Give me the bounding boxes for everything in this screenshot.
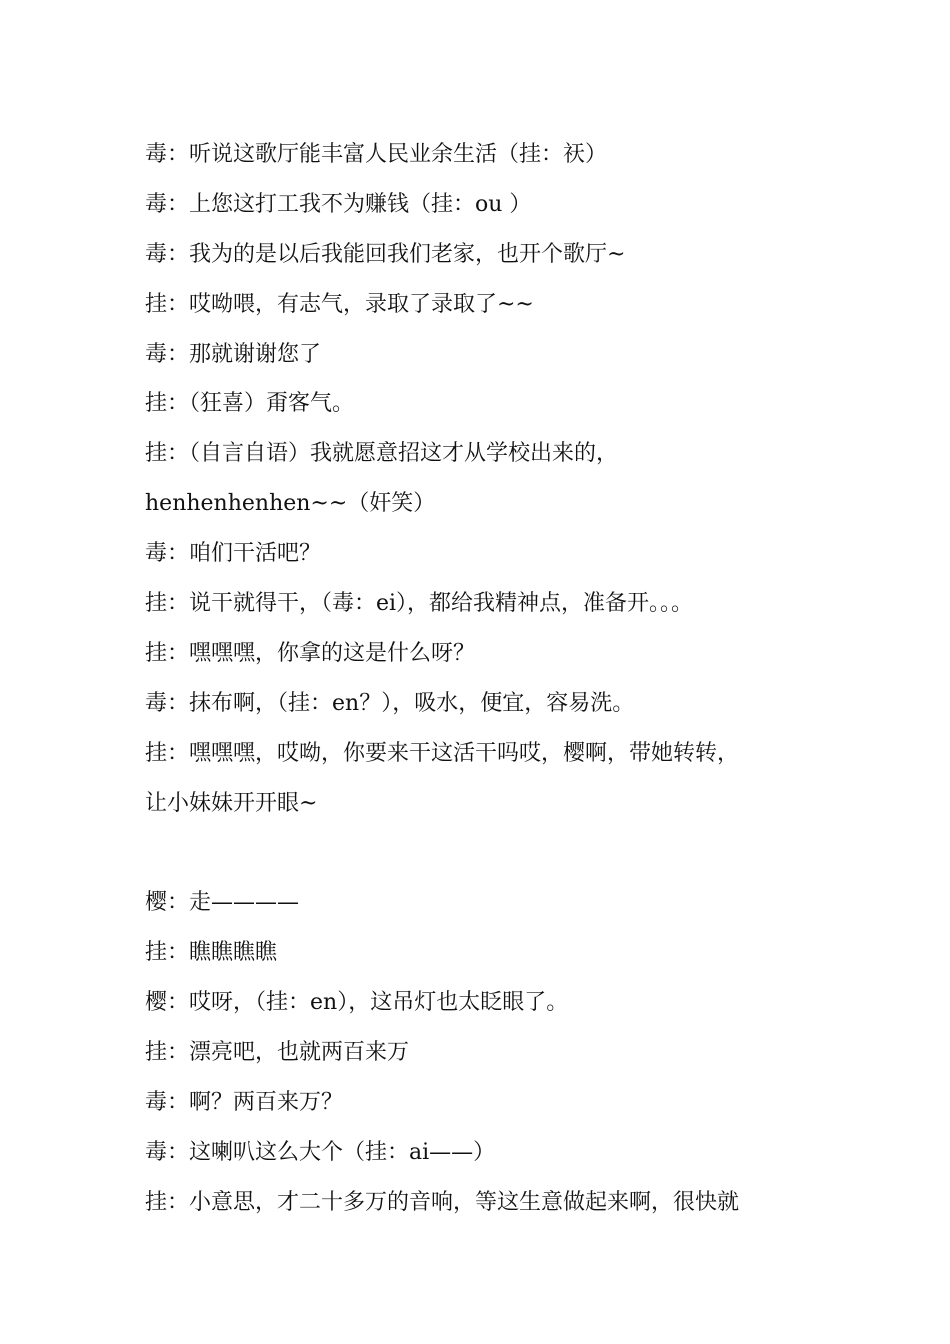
dialogue-line: 挂：小意思，才二十多万的音响，等这生意做起来啊，很快就 xyxy=(145,1189,740,1215)
dialogue-line: henhenhenhen~~（奸笑） xyxy=(145,491,436,517)
dialogue-line: 挂：嘿嘿嘿，哎呦，你要来干这活干吗哎，樱啊，带她转转， xyxy=(145,740,740,766)
dialogue-line: 毒：听说这歌厅能丰富人民业余生活（挂：祆） xyxy=(145,142,608,167)
dialogue-line: 挂：（自言自语）我就愿意招这才从学校出来的， xyxy=(145,441,619,467)
dialogue-line: 毒：上您这打工我不为赚钱（挂：ou ） xyxy=(145,191,532,217)
dialogue-line: 挂：哎呦喂，有志气，录取了录取了~~ xyxy=(145,291,534,317)
dialogue-line: 毒：那就谢谢您了 xyxy=(145,341,322,367)
dialogue-line: 樱：哎呀，（挂：en），这吊灯也太眨眼了。 xyxy=(145,990,569,1016)
dialogue-line: 挂：漂亮吧，也就两百来万 xyxy=(145,1040,410,1066)
dialogue-line: 毒：抹布啊，（挂：en？），吸水，便宜，容易洗。 xyxy=(145,690,635,716)
dialogue-line: 挂：（狂喜）甭客气。 xyxy=(145,391,355,417)
dialogue-line: 挂：说干就得干，（毒：ei），都给我精神点，准备开。。。 xyxy=(145,591,694,617)
dialogue-line: 挂：瞧瞧瞧瞧 xyxy=(145,940,278,966)
dialogue-line: 毒：我为的是以后我能回我们老家，也开个歌厅~ xyxy=(145,241,626,267)
dialogue-line: 毒：啊？两百来万？ xyxy=(145,1089,344,1115)
dialogue-line: 让小妹妹开开眼~ xyxy=(145,790,318,816)
dialogue-script xyxy=(145,130,825,1228)
blank-line xyxy=(145,828,825,878)
dialogue-line: 挂：嘿嘿嘿，你拿的这是什么呀？ xyxy=(145,640,476,666)
dialogue-line: 毒：这喇叭这么大个（挂：ai——） xyxy=(145,1139,496,1165)
dialogue-line: 毒：咱们干活吧？ xyxy=(145,541,322,567)
dialogue-line: 樱：走———— xyxy=(145,890,300,916)
